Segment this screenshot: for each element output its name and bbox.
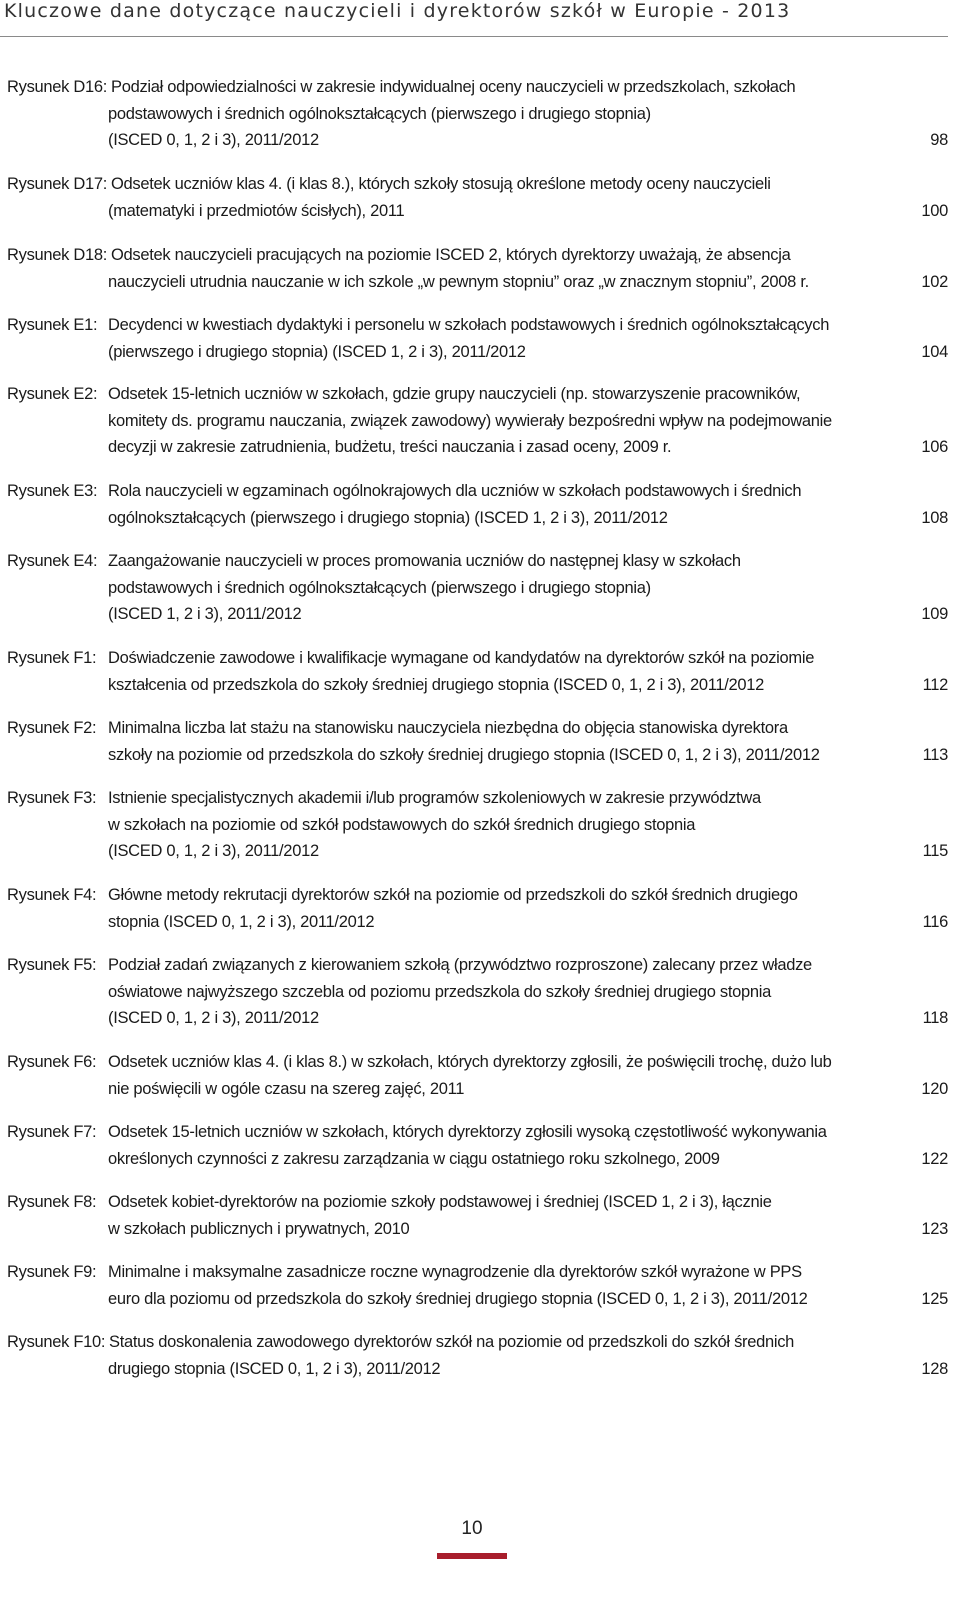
running-header: Kluczowe dane dotyczące nauczycieli i dyrektorów szkół w Europie - 2013: [4, 0, 791, 22]
figure-title-line: (matematyki i przedmiotów ścisłych), 2011: [108, 201, 405, 220]
figure-label: Rysunek F8:: [7, 1193, 97, 1211]
figure-title-line: Podział odpowiedzialności w zakresie indywidualnej oceny nauczycieli w przedszkolach, szkołach: [111, 78, 796, 96]
figure-page-number: 98: [930, 131, 948, 150]
figure-label: Rysunek F3:: [7, 789, 97, 807]
figure-label: Rysunek E4:: [7, 552, 98, 570]
figure-title-line: określonych czynności z zakresu zarządzania w ciągu ostatniego roku szkolnego, 2009: [108, 1149, 720, 1168]
figure-title-line: (pierwszego i drugiego stopnia) (ISCED 1, 2 i 3), 2011/2012: [108, 342, 526, 361]
figure-label: Rysunek F7:: [7, 1123, 97, 1141]
figure-title-line: Odsetek uczniów klas 4. (i klas 8.) w szkołach, których dyrektorzy zgłosili, że poświęcili trochę, dużo lub: [108, 1053, 832, 1071]
figure-label: Rysunek D17:: [7, 175, 108, 193]
figure-page-number: 100: [921, 201, 948, 220]
figure-title-line: Podział zadań związanych z kierowaniem szkołą (przywództwo rozproszone) zalecany przez władze: [108, 956, 812, 974]
figure-label: Rysunek F4:: [7, 886, 97, 904]
figure-label: Rysunek E2:: [7, 385, 98, 403]
figure-title-line: Odsetek 15-letnich uczniów w szkołach, gdzie grupy nauczycieli (np. stowarzyszenie pracowników,: [108, 385, 801, 403]
figure-title-line: w szkołach publicznych i prywatnych, 2010: [108, 1219, 410, 1238]
figure-title-line: Rola nauczycieli w egzaminach ogólnokrajowych dla uczniów w szkołach podstawowych i średnich: [108, 482, 802, 500]
figure-title-line: Odsetek nauczycieli pracujących na poziomie ISCED 2, których dyrektorzy uważają, że absencja: [111, 246, 791, 264]
figure-page-number: 108: [921, 508, 948, 527]
figure-title-line: Odsetek kobiet-dyrektorów na poziomie szkoły podstawowej i średniej (ISCED 1, 2 i 3), łącznie: [108, 1193, 772, 1211]
figure-label: Rysunek F10:: [7, 1333, 106, 1351]
figure-label: Rysunek F1:: [7, 649, 97, 667]
figure-page-number: 128: [921, 1359, 948, 1378]
figure-title-line: (ISCED 0, 1, 2 i 3), 2011/2012: [108, 842, 319, 861]
figure-title-line: Odsetek uczniów klas 4. (i klas 8.), których szkoły stosują określone metody oceny nauczycieli: [111, 175, 771, 193]
figure-title-line: stopnia (ISCED 0, 1, 2 i 3), 2011/2012: [108, 912, 375, 931]
figure-title-line: kształcenia od przedszkola do szkoły średniej drugiego stopnia (ISCED 0, 1, 2 i 3), 2011/2012: [108, 675, 765, 694]
figure-title-line: oświatowe najwyższego szczebla od poziomu przedszkola do szkoły średniej drugiego stopnia: [108, 982, 772, 1001]
figure-title-line: Główne metody rekrutacji dyrektorów szkół na poziomie od przedszkoli do szkół średnich drugiego: [108, 886, 798, 904]
figure-label: Rysunek D18:: [7, 246, 108, 264]
figure-label: Rysunek E1:: [7, 316, 98, 334]
figure-title-line: nauczycieli utrudnia nauczanie w ich szkole „w pewnym stopniu” oraz „w znacznym stopniu”, 2008 r.: [108, 272, 809, 291]
figure-title-line: Decydenci w kwestiach dydaktyki i personelu w szkołach podstawowych i średnich ogólnokształcących: [108, 316, 830, 334]
figure-page-number: 109: [921, 605, 948, 624]
figure-label: Rysunek F5:: [7, 956, 97, 974]
footer-accent-bar: [437, 1553, 507, 1559]
figure-label: Rysunek F9:: [7, 1263, 97, 1281]
header-divider: [0, 36, 948, 37]
figure-page-number: 113: [922, 745, 948, 764]
figure-page-number: 116: [922, 912, 948, 931]
figure-label: Rysunek F2:: [7, 719, 97, 737]
figure-title-line: (ISCED 0, 1, 2 i 3), 2011/2012: [108, 131, 319, 150]
page-number: 10: [461, 1518, 483, 1539]
figure-label: Rysunek F6:: [7, 1053, 97, 1071]
figure-title-line: Zaangażowanie nauczycieli w proces promowania uczniów do następnej klasy w szkołach: [108, 552, 741, 570]
figure-title-line: Minimalna liczba lat stażu na stanowisku nauczyciela niezbędna do objęcia stanowiska dyrektora: [108, 719, 788, 737]
figure-page-number: 120: [921, 1079, 948, 1098]
figure-page-number: 122: [921, 1149, 948, 1168]
figure-title-line: w szkołach na poziomie od szkół podstawowych do szkół średnich drugiego stopnia: [108, 815, 696, 834]
figure-page-number: 102: [921, 272, 948, 291]
figure-page-number: 118: [922, 1009, 948, 1028]
figure-title-line: Istnienie specjalistycznych akademii i/lub programów szkoleniowych w zakresie przywództwa: [108, 789, 761, 807]
figure-title-line: nie poświęcili w ogóle czasu na szereg zajęć, 2011: [108, 1079, 465, 1098]
figure-title-line: (ISCED 1, 2 i 3), 2011/2012: [108, 605, 302, 624]
figure-title-line: podstawowych i średnich ogólnokształcących (pierwszego i drugiego stopnia): [108, 104, 651, 123]
figure-page-number: 112: [922, 675, 948, 694]
figure-page-number: 106: [921, 438, 948, 457]
figure-page-number: 115: [922, 842, 948, 861]
figure-page-number: 123: [921, 1219, 948, 1238]
figure-title-line: podstawowych i średnich ogólnokształcących (pierwszego i drugiego stopnia): [108, 578, 651, 597]
figure-title-line: komitety ds. programu nauczania, związek zawodowy) wywierały bezpośredni wpływ na podejmowanie: [108, 411, 832, 430]
figure-label: Rysunek E3:: [7, 482, 98, 500]
figure-page-number: 104: [921, 342, 948, 361]
figure-title-line: (ISCED 0, 1, 2 i 3), 2011/2012: [108, 1009, 319, 1028]
figure-title-line: drugiego stopnia (ISCED 0, 1, 2 i 3), 2011/2012: [108, 1359, 441, 1378]
figure-title-line: decyzji w zakresie zatrudnienia, budżetu, treści nauczania i zasad oceny, 2009 r.: [108, 438, 672, 457]
figure-title-line: Odsetek 15-letnich uczniów w szkołach, których dyrektorzy zgłosili wysoką częstotliwość wykonywania: [108, 1123, 827, 1141]
figure-label: Rysunek D16:: [7, 78, 108, 96]
figure-title-line: szkoły na poziomie od przedszkola do szkoły średniej drugiego stopnia (ISCED 0, 1, 2 i 3), 2011/2012: [108, 745, 820, 764]
figure-title-line: euro dla poziomu od przedszkola do szkoły średniej drugiego stopnia (ISCED 0, 1, 2 i 3), 2011/2012: [108, 1289, 808, 1308]
figure-page-number: 125: [921, 1289, 948, 1308]
figure-title-line: ogólnokształcących (pierwszego i drugiego stopnia) (ISCED 1, 2 i 3), 2011/2012: [108, 508, 668, 527]
figure-title-line: Doświadczenie zawodowe i kwalifikacje wymagane od kandydatów na dyrektorów szkół na poziomie: [108, 649, 815, 667]
figure-title-line: Status doskonalenia zawodowego dyrektorów szkół na poziomie od przedszkoli do szkół średnich: [109, 1333, 795, 1351]
figure-title-line: Minimalne i maksymalne zasadnicze roczne wynagrodzenie dla dyrektorów szkół wyrażone w PPS: [108, 1263, 802, 1281]
